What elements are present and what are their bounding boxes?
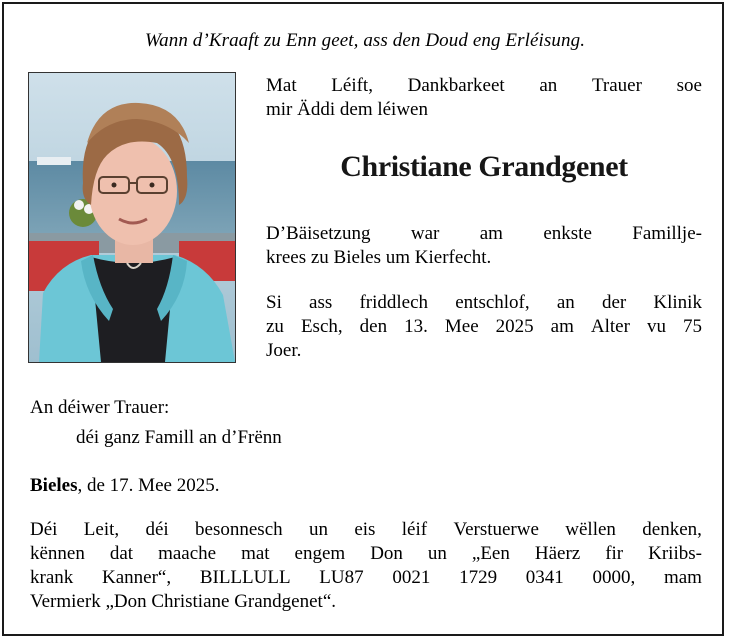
- donation-word: Kanner“,: [101, 567, 172, 588]
- death-word: den: [359, 316, 388, 337]
- burial-word: am: [479, 223, 503, 244]
- intro-word: soe: [676, 75, 702, 96]
- donation-word: mat: [241, 543, 270, 564]
- donation-word: déi: [145, 519, 169, 540]
- burial-word: war: [410, 223, 440, 244]
- death-word: friddlech: [359, 292, 429, 313]
- iban-bic: BILLLULL: [199, 567, 291, 588]
- burial-line-2: krees zu Bieles um Kierfecht.: [266, 247, 492, 268]
- donation-line-2: [30, 542, 702, 566]
- death-word: Klinik: [653, 292, 702, 313]
- death-word: 13.: [404, 316, 428, 337]
- donation-word: besonnesch: [195, 519, 283, 540]
- donation-paragraph: [30, 518, 702, 614]
- iban-part: 1729: [459, 567, 498, 588]
- intro-text: [266, 74, 702, 122]
- death-word: 75: [682, 316, 702, 337]
- donation-word: eis: [354, 519, 376, 540]
- place-name: Bieles: [30, 475, 78, 496]
- donation-word: léif: [401, 519, 428, 540]
- iban-part: 0341: [525, 567, 564, 588]
- burial-word: Familljе-: [632, 223, 702, 244]
- donation-word: fir: [605, 543, 624, 564]
- death-word: Mee: [444, 316, 479, 337]
- death-word: Esch,: [300, 316, 343, 337]
- donation-word: krank: [30, 567, 74, 588]
- intro-line-1: [266, 74, 702, 98]
- death-paragraph: [266, 291, 702, 363]
- donation-word: wëllen: [565, 519, 616, 540]
- donation-word: Déi: [30, 519, 58, 540]
- portrait-photo: [28, 72, 236, 363]
- death-word: 2025: [495, 316, 534, 337]
- intro-word: Mat: [266, 75, 297, 96]
- donation-word: denken,: [642, 519, 702, 540]
- intro-line-2: mir Äddi dem léiwen: [266, 99, 428, 120]
- donation-word: mam: [663, 567, 702, 588]
- donation-word: engem: [294, 543, 346, 564]
- donation-word: Don: [370, 543, 403, 564]
- death-word: entschlof,: [455, 292, 530, 313]
- deceased-name: Christiane Grandgenet: [340, 150, 628, 183]
- donation-word: Häerz: [534, 543, 581, 564]
- burial-line-1: [266, 222, 702, 246]
- death-line-2: [266, 315, 702, 339]
- donation-word: Kriibs-: [648, 543, 702, 564]
- donation-line-1: [30, 518, 702, 542]
- burial-paragraph: [266, 222, 702, 270]
- intro-word: Trauer: [591, 75, 642, 96]
- burial-word: D’Bäisetzung: [266, 223, 371, 244]
- mourners-list: déi ganz Famill an d’Frënn: [76, 427, 282, 448]
- death-word: ass: [309, 292, 333, 313]
- death-word: zu: [266, 316, 284, 337]
- donation-word: „Een: [471, 543, 510, 564]
- donation-line-3: [30, 566, 702, 590]
- donation-word: un: [427, 543, 447, 564]
- death-line-1: [266, 291, 702, 315]
- death-word: am: [550, 316, 574, 337]
- intro-word: Léift,: [331, 75, 373, 96]
- donation-word: kënnen: [30, 543, 85, 564]
- donation-word: Leit,: [83, 519, 120, 540]
- donation-word: maache: [158, 543, 217, 564]
- death-line-3: Joer.: [266, 340, 302, 361]
- motto: Wann d’Kraaft zu Enn geet, ass den Doud eng Erléisung.: [144, 30, 586, 51]
- death-word: an: [556, 292, 575, 313]
- death-word: vu: [646, 316, 666, 337]
- iban-part: 0000,: [592, 567, 636, 588]
- intro-word: an: [539, 75, 558, 96]
- donation-line-4: Vermierk „Don Christiane Grandgenet“.: [30, 591, 337, 612]
- burial-word: enkste: [543, 223, 592, 244]
- donation-word: un: [308, 519, 328, 540]
- donation-word: Verstuerwe: [453, 519, 539, 540]
- iban-part: 0021: [392, 567, 431, 588]
- death-word: Si: [266, 292, 282, 313]
- date-text: , de 17. Mee 2025.: [77, 475, 220, 496]
- death-word: Alter: [590, 316, 630, 337]
- death-word: der: [601, 292, 627, 313]
- place-date-line: [30, 474, 219, 498]
- intro-word: Dankbarkeet: [407, 75, 505, 96]
- iban-part: LU87: [319, 567, 364, 588]
- mourners-label: An déiwer Trauer:: [30, 397, 170, 418]
- donation-word: dat: [109, 543, 134, 564]
